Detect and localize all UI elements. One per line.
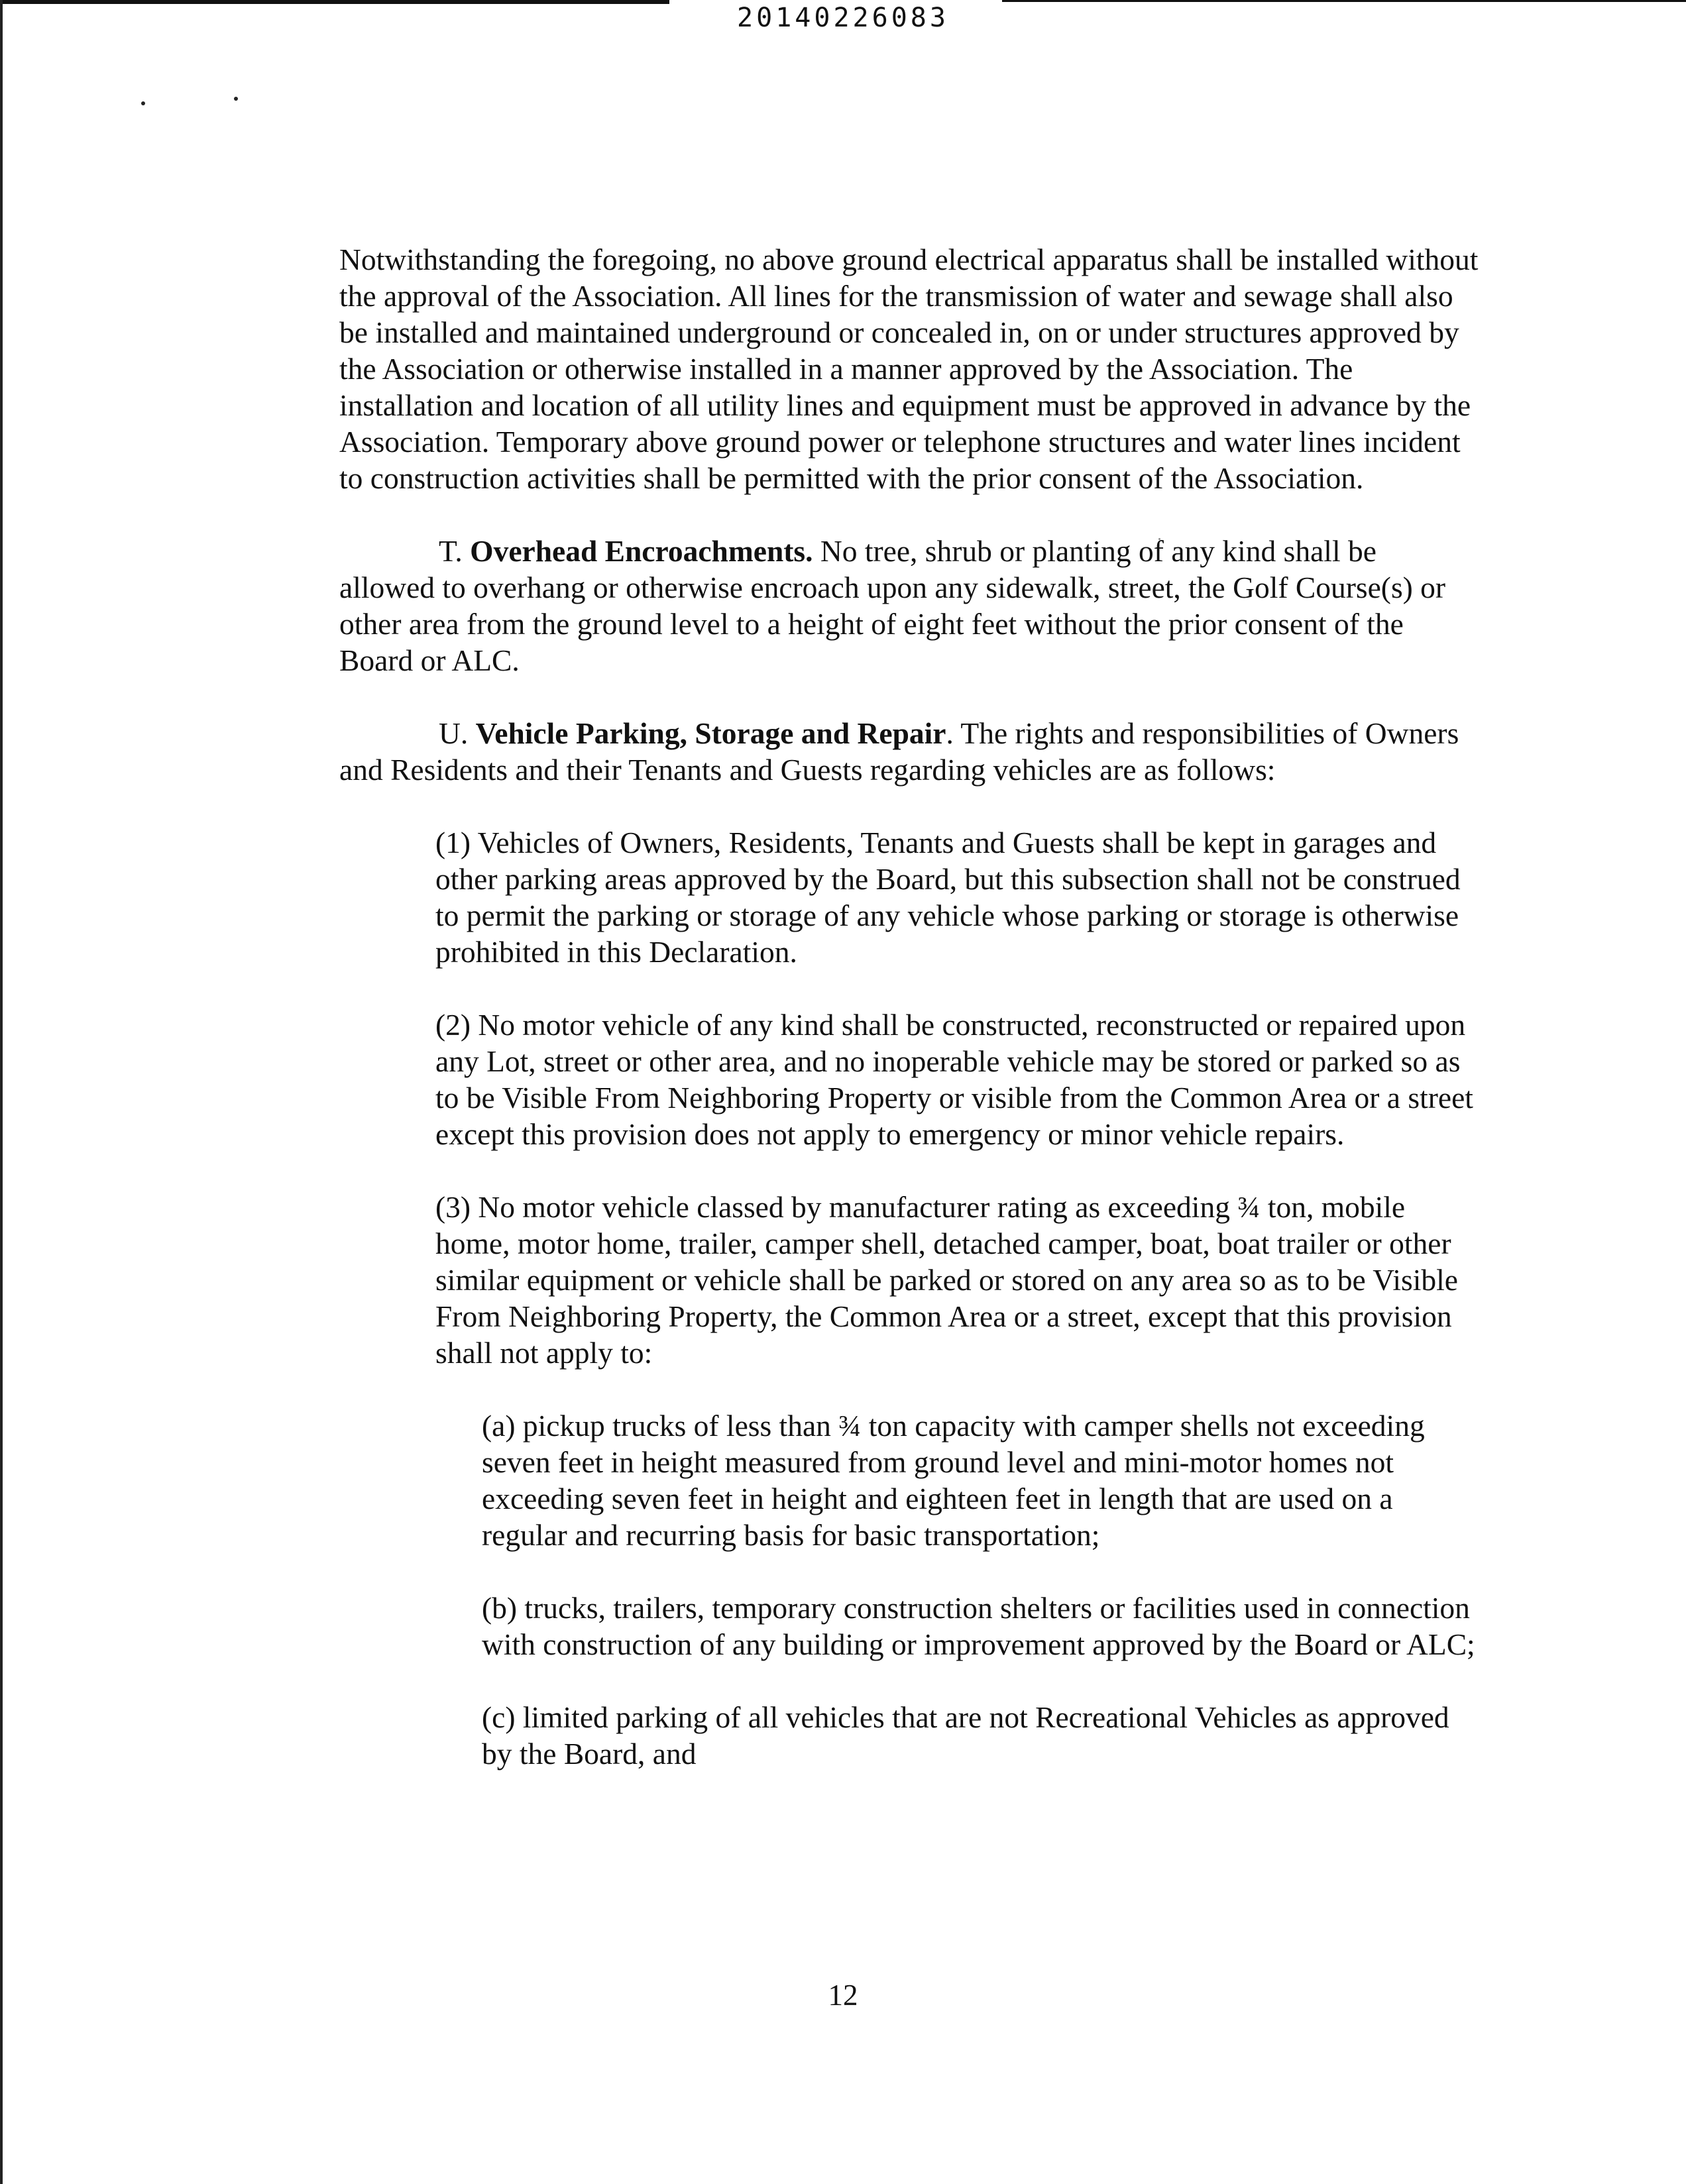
list-item-3: (3) No motor vehicle classed by manufacturer rating as exceeding ¾ ton, mobile home, motor home, trailer, camper shell, detached camper, boat, boat trailer or other similar equipment or vehicle shall be parked or stored on any area so as to be Visible From Neighboring Property, the Common Area or a street, except that this provision shall not apply to: xyxy=(435,1190,1458,1370)
section-u-heading: Vehicle Parking, Storage and Repair xyxy=(475,716,946,750)
page-body xyxy=(339,241,1479,1808)
list-item-a: (a) pickup trucks of less than ¾ ton capacity with camper shells not exceeding seven feet in height measured from ground level and mini-motor homes not exceeding seven feet in height and eighteen feet in length that are used on a regular and recurring basis for basic transportation; xyxy=(482,1409,1425,1552)
list-item-2: (2) No motor vehicle of any kind shall be constructed, reconstructed or repaired upon any Lot, street or other area, and no inoperable vehicle may be stored or parked so as to be Visible From Neighboring Property or visible from the Common Area or a street except this provision does not apply to emergency or minor vehicle repairs. xyxy=(435,1008,1473,1151)
section-u-vehicle-parking xyxy=(339,715,1479,788)
section-t-letter: T. xyxy=(439,534,463,568)
paragraph-utility-lines: Notwithstanding the foregoing, no above ground electrical apparatus shall be installed without the approval of the Association. All lines for the transmission of water and sewage shall also be installed and maintained underground or concealed in, on or under structures approved by the Association or otherwise installed in a manner approved by the Association. The installation and location of all utility lines and equipment must be approved in advance by the Association. Temporary above ground power or telephone structures and water lines incident to construction activities shall be permitted with the prior consent of the Association. xyxy=(339,243,1479,495)
scan-speck xyxy=(141,101,145,105)
scan-border-left xyxy=(0,0,3,2184)
section-u-text: . The rights and responsibilities of Owners and Residents and their Tenants and Guests regarding vehicles are as follows: xyxy=(339,716,1459,787)
scan-border-top-right xyxy=(1002,0,1686,2)
document-number: 20140226083 xyxy=(737,3,949,33)
list-item-c: (c) limited parking of all vehicles that are not Recreational Vehicles as approved by the Board, and xyxy=(482,1700,1449,1771)
scan-speck xyxy=(234,97,238,101)
section-t-overhead-encroachments xyxy=(339,533,1479,679)
list-item-1: (1) Vehicles of Owners, Residents, Tenants and Guests shall be kept in garages and other parking areas approved by the Board, but this subsection shall not be construed to permit the parking or storage of any vehicle whose parking or storage is otherwise prohibited in this Declaration. xyxy=(435,826,1461,969)
page-number: 12 xyxy=(828,1979,858,2012)
list-item-b: (b) trucks, trailers, temporary construction shelters or facilities used in connection with construction of any building or improvement approved by the Board or ALC; xyxy=(482,1591,1475,1661)
section-t-heading: Overhead Encroachments. xyxy=(470,534,813,568)
section-u-letter: U. xyxy=(439,716,469,750)
section-t-text: No tree, shrub or planting of any kind shall be allowed to overhang or otherwise encroach upon any sidewalk, street, the Golf Course(s) or other area from the ground level to a height of eight feet without the prior consent of the Board or ALC. xyxy=(339,534,1446,677)
